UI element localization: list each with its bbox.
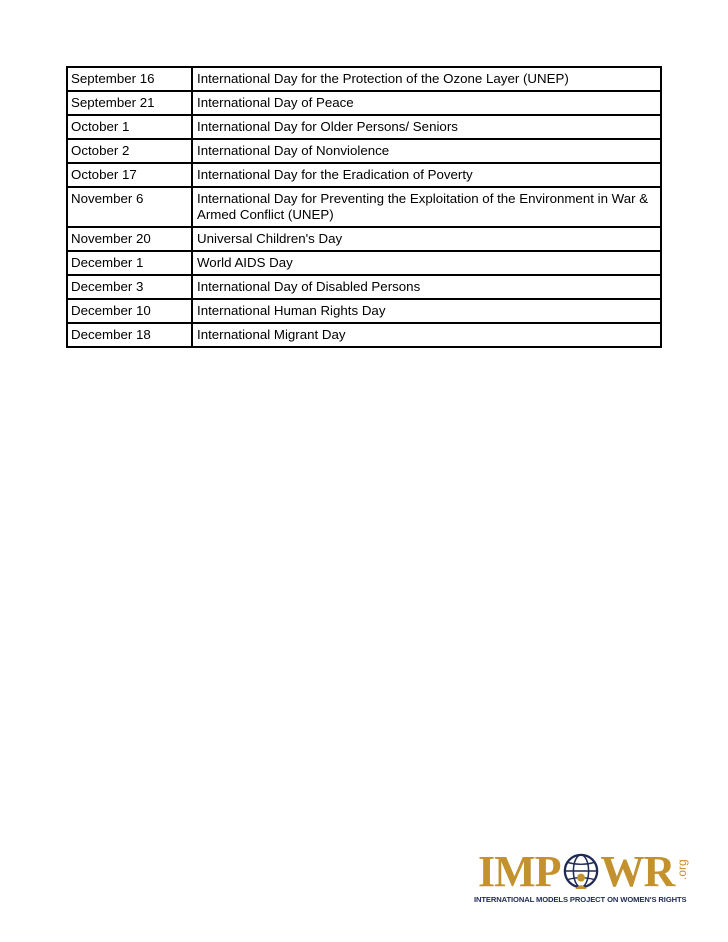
table-row [67,323,661,347]
date-cell: December 10 [67,299,192,323]
logo-tagline: INTERNATIONAL MODELS PROJECT ON WOMEN'S RIGHTS [474,895,687,904]
event-cell: International Migrant Day [192,323,661,347]
date-cell: September 16 [67,67,192,91]
table-row [67,139,661,163]
date-cell: November 20 [67,227,192,251]
observances-table-body [67,67,661,347]
table-row [67,275,661,299]
date-cell: December 1 [67,251,192,275]
table-row [67,91,661,115]
table-row [67,227,661,251]
date-cell: October 17 [67,163,192,187]
event-cell: International Day for Older Persons/ Seniors [192,115,661,139]
date-cell: November 6 [67,187,192,227]
impowr-logo [470,848,692,910]
logo-wordmark [478,848,674,894]
date-cell: December 18 [67,323,192,347]
observances-table [66,66,662,348]
event-cell: International Day for the Eradication of Poverty [192,163,661,187]
date-cell: December 3 [67,275,192,299]
event-cell: International Day for Preventing the Exploitation of the Environment in War & Armed Conflict (UNEP) [192,187,661,227]
date-cell: October 1 [67,115,192,139]
event-cell: International Human Rights Day [192,299,661,323]
table-row [67,251,661,275]
event-cell: International Day of Nonviolence [192,139,661,163]
event-cell: International Day of Peace [192,91,661,115]
globe-woman-icon [562,852,600,890]
table-row [67,187,661,227]
table-row [67,67,661,91]
table-row [67,163,661,187]
logo-word-left: IMP [478,847,561,896]
date-cell: September 21 [67,91,192,115]
table-row [67,299,661,323]
logo-org-suffix: .org [675,859,689,881]
logo-word-right: WR [600,847,675,896]
table-row [67,115,661,139]
event-cell: Universal Children's Day [192,227,661,251]
date-cell: October 2 [67,139,192,163]
event-cell: International Day for the Protection of the Ozone Layer (UNEP) [192,67,661,91]
event-cell: World AIDS Day [192,251,661,275]
event-cell: International Day of Disabled Persons [192,275,661,299]
